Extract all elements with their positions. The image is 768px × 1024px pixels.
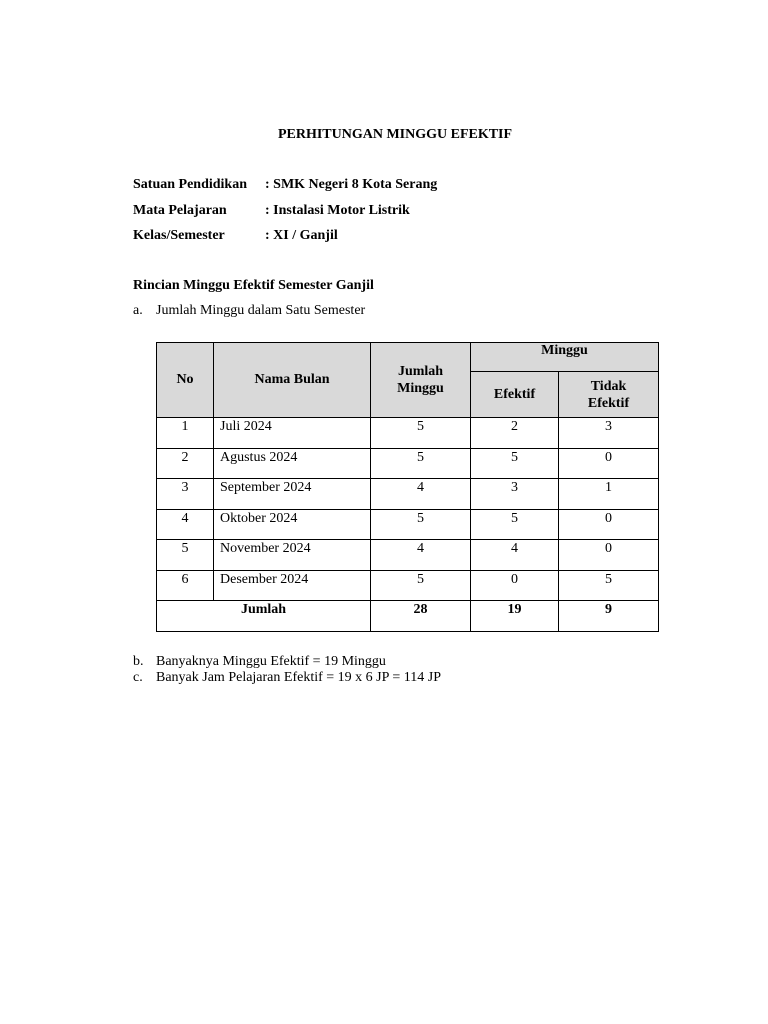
cell-month: Desember 2024 [214, 570, 371, 601]
cell-month: September 2024 [214, 479, 371, 510]
cell-not-effective: 0 [559, 540, 659, 571]
cell-total: 5 [371, 418, 471, 449]
info-value: : XI / Ganjil [265, 228, 338, 243]
info-value: : SMK Negeri 8 Kota Serang [265, 177, 438, 192]
cell-total: 5 [371, 509, 471, 540]
list-item-a [133, 303, 365, 319]
cell-effective: 0 [471, 570, 559, 601]
cell-total: 4 [371, 540, 471, 571]
total-effective: 19 [471, 601, 559, 632]
header-not-effective-label: Tidak Efektif [587, 378, 630, 411]
cell-effective: 5 [471, 448, 559, 479]
cell-effective: 2 [471, 418, 559, 449]
list-text: Banyak Jam Pelajaran Efektif = 19 x 6 JP = 114 JP [156, 670, 441, 685]
cell-not-effective: 3 [559, 418, 659, 449]
table-row [157, 479, 659, 510]
cell-effective: 5 [471, 509, 559, 540]
cell-no: 5 [157, 540, 214, 571]
info-row-subject [133, 203, 437, 229]
info-value: : Instalasi Motor Listrik [265, 202, 410, 218]
header-weeks-group: Minggu [471, 343, 659, 372]
cell-no: 4 [157, 509, 214, 540]
header-no: No [157, 343, 214, 418]
list-marker: b. [133, 654, 144, 669]
cell-no: 1 [157, 418, 214, 449]
cell-effective: 4 [471, 540, 559, 571]
section-heading: Rincian Minggu Efektif Semester Ganjil [133, 278, 374, 293]
cell-no: 6 [157, 570, 214, 601]
cell-not-effective: 1 [559, 479, 659, 510]
cell-total: 4 [371, 479, 471, 510]
total-not-effective: 9 [559, 601, 659, 632]
cell-month: November 2024 [214, 540, 371, 571]
document-info [133, 177, 437, 254]
total-weeks: 28 [371, 601, 471, 632]
cell-not-effective: 5 [559, 570, 659, 601]
table-row [157, 448, 659, 479]
list-text: Banyaknya Minggu Efektif = 19 Minggu [156, 654, 386, 669]
list-item-b [133, 654, 386, 670]
info-label: Mata Pelajaran [133, 202, 227, 218]
list-marker: c. [133, 670, 143, 685]
list-item-c [133, 670, 441, 686]
table-row [157, 540, 659, 571]
cell-total: 5 [371, 570, 471, 601]
page-title: PERHITUNGAN MINGGU EFEKTIF [277, 127, 513, 142]
cell-no: 3 [157, 479, 214, 510]
cell-total: 5 [371, 448, 471, 479]
cell-month: Agustus 2024 [214, 448, 371, 479]
total-label: Jumlah [157, 601, 371, 632]
header-effective: Efektif [471, 372, 559, 418]
header-total-weeks-label: Jumlah Minggu [397, 364, 444, 396]
list-marker: a. [133, 303, 143, 318]
cell-no: 2 [157, 448, 214, 479]
cell-not-effective: 0 [559, 509, 659, 540]
table-row [157, 570, 659, 601]
table-row [157, 509, 659, 540]
cell-effective: 3 [471, 479, 559, 510]
header-total-weeks [371, 343, 471, 418]
table-total-row [157, 601, 659, 632]
info-label: Satuan Pendidikan [133, 177, 247, 192]
cell-not-effective: 0 [559, 448, 659, 479]
cell-month: Juli 2024 [214, 418, 371, 449]
info-row-school [133, 177, 437, 203]
header-month: Nama Bulan [214, 343, 371, 418]
list-text: Jumlah Minggu dalam Satu Semester [156, 303, 366, 318]
header-not-effective [559, 372, 659, 418]
effective-weeks-table [156, 342, 659, 632]
info-row-class [133, 228, 437, 254]
table-row [157, 418, 659, 449]
info-label: Kelas/Semester [133, 228, 225, 243]
cell-month: Oktober 2024 [214, 509, 371, 540]
